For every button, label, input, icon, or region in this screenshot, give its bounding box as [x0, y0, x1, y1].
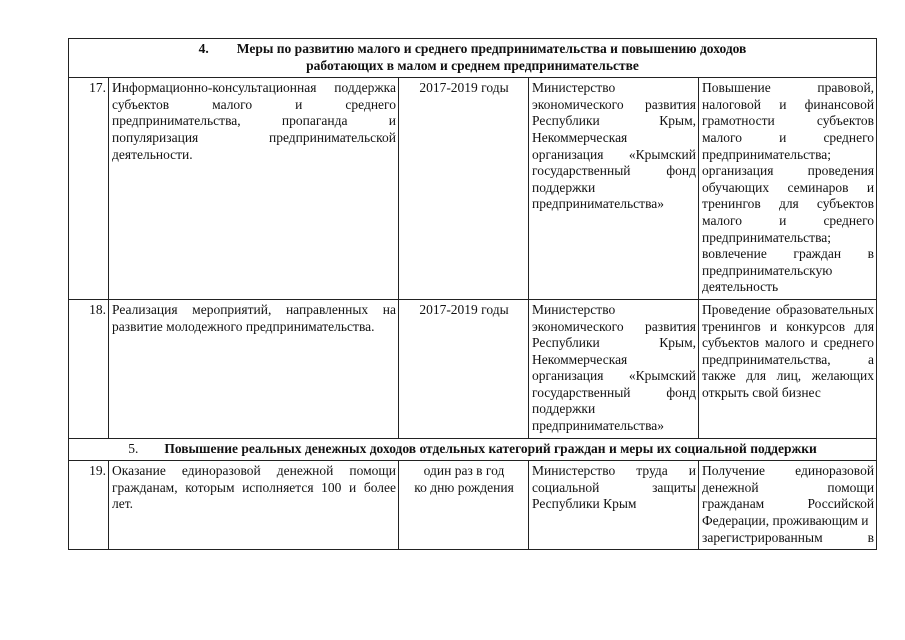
- row-period: [399, 461, 529, 550]
- measures-table: [68, 38, 877, 550]
- row-result: Проведение образовательных тренингов и конкурсов для субъектов малого и среднего предпринимательства, а также для лиц, желающих открыть свой бизнес: [699, 299, 877, 438]
- section-title-line-2: работающих в малом и среднем предпринимательстве: [306, 57, 639, 73]
- result-text: Получение единоразовой денежной помощи гражданам Российской Федерации, проживающим и: [702, 463, 875, 529]
- table-row: [69, 299, 877, 438]
- period-line-2: ко дню рождения: [414, 479, 514, 495]
- table-row: [69, 78, 877, 300]
- section-5-header: [69, 438, 877, 461]
- result-text-cut: зарегистрированным в: [702, 529, 875, 545]
- row-number: 18.: [69, 299, 109, 438]
- section-4-title: [69, 39, 877, 78]
- row-number: 17.: [69, 78, 109, 300]
- section-title: Повышение реальных денежных доходов отдельных категорий граждан и меры их социальной поддержки: [164, 440, 817, 456]
- row-result: Повышение правовой, налоговой и финансовой грамотности субъектов малого и среднего предпринимательства; организация проведения обучающих семинаров и тренингов для субъектов малого и среднего предпринимательства; вовлечение граждан в предпринимательскую деятельность: [699, 78, 877, 300]
- row-executor: Министерство экономического развития Республики Крым, Некоммерческая организация «Крымский государственный фонд поддержки предпринимательства»: [529, 78, 699, 300]
- section-number: 4.: [198, 41, 209, 56]
- row-action: Реализация мероприятий, направленных на развитие молодежного предпринимательства.: [109, 299, 399, 438]
- table-row: [69, 461, 877, 550]
- row-executor: Министерство труда и социальной защиты Республики Крым: [529, 461, 699, 550]
- row-period: 2017-2019 годы: [399, 299, 529, 438]
- section-4-header: [69, 39, 877, 78]
- row-executor: Министерство экономического развития Республики Крым, Некоммерческая организация «Крымский государственный фонд поддержки предпринимательства»: [529, 299, 699, 438]
- section-title-line-1: Меры по развитию малого и среднего предпринимательства и повышению доходов: [236, 41, 747, 56]
- row-result: [699, 461, 877, 550]
- row-action: Оказание единоразовой денежной помощи гражданам, которым исполняется 100 и более лет.: [109, 461, 399, 550]
- period-line-1: один раз в год: [423, 463, 505, 479]
- row-action: Информационно-консультационная поддержка субъектов малого и среднего предпринимательства, пропаганда и популяризация предпринимательской деятельности.: [109, 78, 399, 300]
- section-5-title: [69, 438, 877, 461]
- row-number: 19.: [69, 461, 109, 550]
- section-number: 5.: [128, 440, 139, 456]
- row-period: 2017-2019 годы: [399, 78, 529, 300]
